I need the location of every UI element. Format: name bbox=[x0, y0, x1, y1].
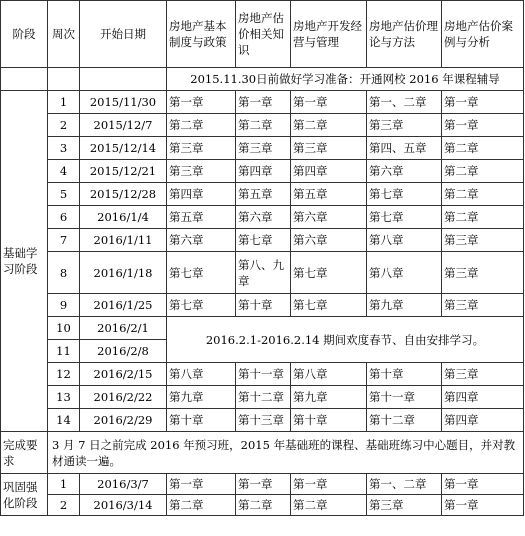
table-row bbox=[1, 252, 524, 294]
subject-5-cell: 第二章 bbox=[442, 137, 524, 160]
subject-2-cell: 第十三章 bbox=[236, 409, 291, 432]
subject-4-cell: 第十章 bbox=[367, 363, 442, 386]
table-row bbox=[1, 474, 524, 495]
subject-2-cell: 第二章 bbox=[236, 114, 291, 137]
date-cell: 2015/12/28 bbox=[80, 183, 167, 206]
subject-2-cell: 第六章 bbox=[236, 206, 291, 229]
completion-row bbox=[1, 432, 524, 474]
subject-1-cell: 第九章 bbox=[167, 386, 236, 409]
table-row bbox=[1, 229, 524, 252]
subject-4-cell: 第一、二章 bbox=[367, 91, 442, 114]
date-cell: 2016/1/25 bbox=[80, 294, 167, 317]
date-cell: 2016/3/7 bbox=[80, 474, 167, 495]
subject-2-cell: 第二章 bbox=[236, 495, 291, 516]
subject-1-cell: 第四章 bbox=[167, 183, 236, 206]
header-subject-5: 房地产估价案例与分析 bbox=[442, 1, 524, 68]
date-cell: 2016/1/11 bbox=[80, 229, 167, 252]
date-cell: 2016/1/4 bbox=[80, 206, 167, 229]
subject-1-cell: 第五章 bbox=[167, 206, 236, 229]
subject-4-cell: 第八章 bbox=[367, 229, 442, 252]
subject-5-cell: 第三章 bbox=[442, 363, 524, 386]
subject-3-cell: 第七章 bbox=[291, 252, 367, 294]
date-cell: 2015/12/21 bbox=[80, 160, 167, 183]
subject-4-cell: 第七章 bbox=[367, 183, 442, 206]
week-cell: 2 bbox=[48, 495, 80, 516]
header-start-date: 开始日期 bbox=[80, 1, 167, 68]
subject-3-cell: 第十章 bbox=[291, 409, 367, 432]
header-subject-3: 房地产开发经营与管理 bbox=[291, 1, 367, 68]
date-cell: 2016/2/15 bbox=[80, 363, 167, 386]
table-row bbox=[1, 317, 524, 340]
week-cell: 9 bbox=[48, 294, 80, 317]
subject-2-cell: 第十章 bbox=[236, 294, 291, 317]
subject-3-cell: 第九章 bbox=[291, 386, 367, 409]
prep-blank-date bbox=[80, 68, 167, 91]
table-row bbox=[1, 137, 524, 160]
prep-blank-week bbox=[48, 68, 80, 91]
header-subject-4: 房地产估价理论与方法 bbox=[367, 1, 442, 68]
subject-4-cell: 第八章 bbox=[367, 252, 442, 294]
subject-2-cell: 第一章 bbox=[236, 91, 291, 114]
subject-1-cell: 第一章 bbox=[167, 91, 236, 114]
subject-5-cell: 第一章 bbox=[442, 114, 524, 137]
week-cell: 6 bbox=[48, 206, 80, 229]
table-row bbox=[1, 114, 524, 137]
completion-requirement: 3 月 7 日之前完成 2016 年预习班，2015 年基础班的课程、基础班练习中心题目，并对教材通读一遍。 bbox=[48, 432, 524, 474]
subject-2-cell: 第四章 bbox=[236, 160, 291, 183]
header-row bbox=[1, 1, 524, 68]
prep-note: 2015.11.30日前做好学习准备：开通网校 2016 年课程辅导 bbox=[167, 68, 524, 91]
week-cell: 14 bbox=[48, 409, 80, 432]
subject-1-cell: 第二章 bbox=[167, 114, 236, 137]
subject-1-cell: 第七章 bbox=[167, 252, 236, 294]
subject-3-cell: 第二章 bbox=[291, 114, 367, 137]
week-cell: 2 bbox=[48, 114, 80, 137]
subject-3-cell: 第一章 bbox=[291, 474, 367, 495]
date-cell: 2016/2/22 bbox=[80, 386, 167, 409]
subject-4-cell: 第三章 bbox=[367, 495, 442, 516]
week-cell: 12 bbox=[48, 363, 80, 386]
subject-3-cell: 第二章 bbox=[291, 495, 367, 516]
subject-2-cell: 第八、九章 bbox=[236, 252, 291, 294]
subject-5-cell: 第二章 bbox=[442, 160, 524, 183]
week-cell: 13 bbox=[48, 386, 80, 409]
subject-1-cell: 第六章 bbox=[167, 229, 236, 252]
table-row bbox=[1, 495, 524, 516]
subject-5-cell: 第三章 bbox=[442, 229, 524, 252]
week-cell: 1 bbox=[48, 91, 80, 114]
subject-5-cell: 第四章 bbox=[442, 386, 524, 409]
subject-1-cell: 第一章 bbox=[167, 474, 236, 495]
date-cell: 2015/12/14 bbox=[80, 137, 167, 160]
subject-3-cell: 第六章 bbox=[291, 229, 367, 252]
subject-3-cell: 第五章 bbox=[291, 183, 367, 206]
subject-2-cell: 第七章 bbox=[236, 229, 291, 252]
date-cell: 2016/2/1 bbox=[80, 317, 167, 340]
header-week: 周次 bbox=[48, 1, 80, 68]
subject-2-cell: 第十一章 bbox=[236, 363, 291, 386]
subject-2-cell: 第三章 bbox=[236, 137, 291, 160]
subject-1-cell: 第三章 bbox=[167, 160, 236, 183]
subject-2-cell: 第十二章 bbox=[236, 386, 291, 409]
header-subject-2: 房地产估价相关知识 bbox=[236, 1, 291, 68]
subject-3-cell: 第六章 bbox=[291, 206, 367, 229]
phase-done: 完成要求 bbox=[1, 432, 48, 474]
week-cell: 4 bbox=[48, 160, 80, 183]
subject-4-cell: 第一、二章 bbox=[367, 474, 442, 495]
subject-5-cell: 第一章 bbox=[442, 474, 524, 495]
table-row bbox=[1, 91, 524, 114]
date-cell: 2016/1/18 bbox=[80, 252, 167, 294]
week-cell: 8 bbox=[48, 252, 80, 294]
table-row bbox=[1, 386, 524, 409]
date-cell: 2015/11/30 bbox=[80, 91, 167, 114]
table-row bbox=[1, 363, 524, 386]
date-cell: 2016/2/8 bbox=[80, 340, 167, 363]
subject-4-cell: 第七章 bbox=[367, 206, 442, 229]
subject-1-cell: 第二章 bbox=[167, 495, 236, 516]
subject-5-cell: 第二章 bbox=[442, 183, 524, 206]
table-row bbox=[1, 206, 524, 229]
subject-4-cell: 第六章 bbox=[367, 160, 442, 183]
week-cell: 10 bbox=[48, 317, 80, 340]
prep-blank-phase bbox=[1, 68, 48, 91]
table-row bbox=[1, 183, 524, 206]
header-phase: 阶段 bbox=[1, 1, 48, 68]
subject-2-cell: 第一章 bbox=[236, 474, 291, 495]
subject-5-cell: 第二章 bbox=[442, 206, 524, 229]
subject-2-cell: 第五章 bbox=[236, 183, 291, 206]
header-subject-1: 房地产基本制度与政策 bbox=[167, 1, 236, 68]
table-row bbox=[1, 294, 524, 317]
subject-4-cell: 第三章 bbox=[367, 114, 442, 137]
subject-5-cell: 第一章 bbox=[442, 495, 524, 516]
week-cell: 5 bbox=[48, 183, 80, 206]
prep-note-row bbox=[1, 68, 524, 91]
subject-5-cell: 第三章 bbox=[442, 294, 524, 317]
subject-1-cell: 第八章 bbox=[167, 363, 236, 386]
subject-3-cell: 第七章 bbox=[291, 294, 367, 317]
subject-1-cell: 第七章 bbox=[167, 294, 236, 317]
subject-4-cell: 第九章 bbox=[367, 294, 442, 317]
table-row bbox=[1, 409, 524, 432]
table-row bbox=[1, 160, 524, 183]
subject-4-cell: 第四、五章 bbox=[367, 137, 442, 160]
subject-4-cell: 第十二章 bbox=[367, 409, 442, 432]
date-cell: 2016/3/14 bbox=[80, 495, 167, 516]
subject-3-cell: 第三章 bbox=[291, 137, 367, 160]
date-cell: 2016/2/29 bbox=[80, 409, 167, 432]
subject-5-cell: 第三章 bbox=[442, 252, 524, 294]
subject-4-cell: 第十一章 bbox=[367, 386, 442, 409]
subject-5-cell: 第一章 bbox=[442, 91, 524, 114]
subject-3-cell: 第一章 bbox=[291, 91, 367, 114]
week-cell: 11 bbox=[48, 340, 80, 363]
subject-1-cell: 第三章 bbox=[167, 137, 236, 160]
subject-3-cell: 第八章 bbox=[291, 363, 367, 386]
week-cell: 7 bbox=[48, 229, 80, 252]
date-cell: 2015/12/7 bbox=[80, 114, 167, 137]
subject-1-cell: 第十章 bbox=[167, 409, 236, 432]
phase-consolidate: 巩固强化阶段 bbox=[1, 474, 48, 516]
week-cell: 1 bbox=[48, 474, 80, 495]
week-cell: 3 bbox=[48, 137, 80, 160]
holiday-note: 2016.2.1-2016.2.14 期间欢度春节、自由安排学习。 bbox=[167, 317, 524, 363]
subject-5-cell: 第四章 bbox=[442, 409, 524, 432]
subject-3-cell: 第四章 bbox=[291, 160, 367, 183]
phase-basic: 基础学习阶段 bbox=[1, 91, 48, 432]
